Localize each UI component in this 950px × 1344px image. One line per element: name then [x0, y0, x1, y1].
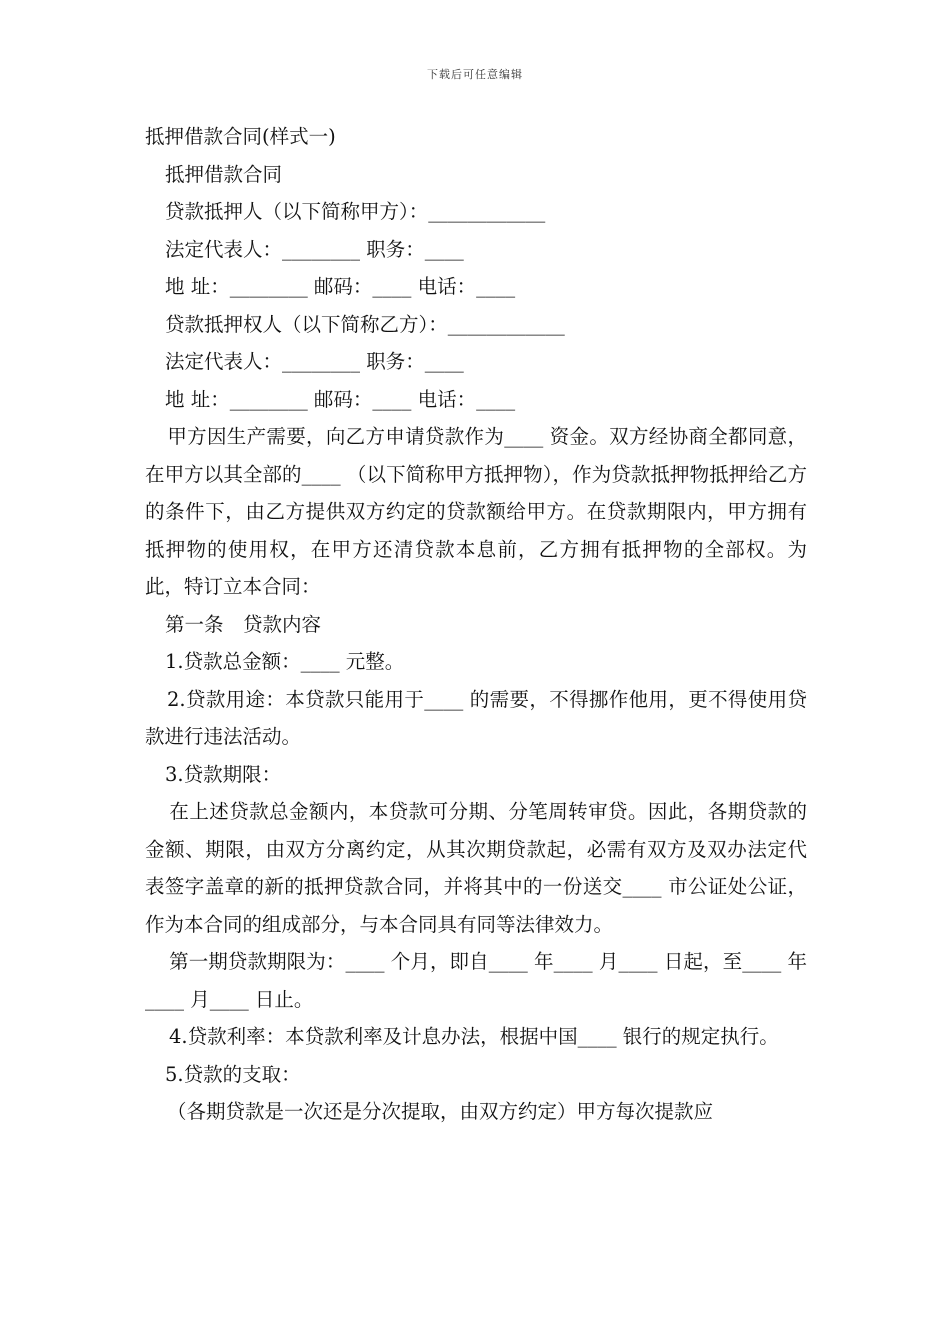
item-5-paragraph-text: （各期贷款是一次还是分次提取，由双方约定）甲方每次提款应	[167, 1100, 714, 1123]
item-2-loan-purpose	[145, 681, 807, 756]
intro-paragraph	[145, 418, 807, 606]
item-4-text: 4.贷款利率：本贷款利率及计息办法，根据中国____ 银行的规定执行。	[169, 1025, 779, 1048]
intro-text: 甲方因生产需要，向乙方申请贷款作为____ 资金。双方经协商全都同意，在甲方以其全部的____ （以下简称甲方抵押物），作为贷款抵押物抵押给乙方的条件下，由乙方提供双方约定的贷款额给甲方。在贷款期限内，甲方拥有抵押物的使用权，在甲方还清贷款本息前，乙方拥有抵押物的全部权。为此，特订立本合同：	[145, 425, 807, 598]
item-3-paragraph	[145, 793, 807, 943]
item-3-first-term	[145, 943, 807, 1018]
party-b-name-line: 贷款抵押权人（以下简称乙方）：____________	[165, 312, 565, 336]
party-a-address-line: 地 址：________ 邮码：____ 电话：____	[165, 275, 516, 298]
item-2-text: 2.贷款用途：本贷款只能用于____ 的需要，不得挪作他用，更不得使用贷款进行违法活动。	[145, 687, 807, 748]
item-3-paragraph-text: 在上述贷款总金额内，本贷款可分期、分笔周转审贷。因此，各期贷款的金额、期限，由双方分离约定，从其次期贷款起，必需有双方及双办法定代表签字盖章的新的抵押贷款合同，并将其中的一份送交____ 市公证处公证，作为本合同的组成部分，与本合同具有同等法律效力。	[145, 800, 807, 936]
item-1-total-amount: 1.贷款总金额：____ 元整。	[165, 650, 405, 673]
item-5-paragraph	[145, 1093, 807, 1131]
document-title: 抵押借款合同(样式一)	[145, 125, 336, 148]
item-3-loan-term: 3.贷款期限：	[165, 762, 282, 786]
header-note: 下载后可任意编辑	[427, 68, 523, 81]
party-b-address-line: 地 址：________ 邮码：____ 电话：____	[165, 387, 516, 411]
contract-subtitle: 抵押借款合同	[165, 162, 283, 186]
item-3-first-term-text: 第一期贷款期限为：____ 个月，即自____ 年____ 月____ 日起，至____ 年____ 月____ 日止。	[145, 950, 807, 1011]
item-5-withdrawal: 5.贷款的支取：	[165, 1062, 301, 1086]
article-1-heading: 第一条 贷款内容	[165, 612, 322, 636]
document-body	[145, 118, 807, 1131]
item-4-interest-rate	[145, 1018, 807, 1056]
party-b-representative-line: 法定代表人：________ 职务：____	[165, 350, 464, 373]
party-a-representative-line: 法定代表人：________ 职务：____	[165, 237, 464, 261]
party-a-name-line: 贷款抵押人（以下简称甲方）：____________	[165, 200, 546, 223]
